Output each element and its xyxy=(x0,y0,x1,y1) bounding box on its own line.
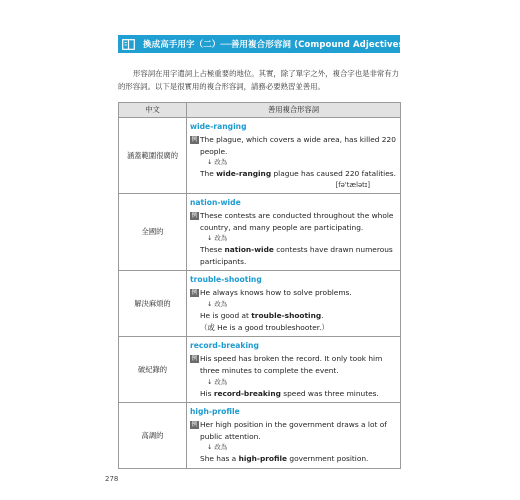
intro-text: 形容詞在用字遣詞上占極重要的地位。其實，除了單字之外，複合字也是非常有力的形容詞。以下是很實用的複合形容詞，請務必要熟習並善用。 xyxy=(118,69,400,91)
example-cell xyxy=(187,271,401,337)
term: nation-wide xyxy=(190,198,241,207)
example-cell xyxy=(187,118,401,194)
term: trouble-shooting xyxy=(190,275,262,285)
rewrite-sentence: His record-breaking speed was three minutes. xyxy=(200,388,379,398)
rewrite-arrow: ↓ 改為 xyxy=(207,234,228,243)
chinese-meaning: 涵蓋範圍很廣的 xyxy=(119,118,187,194)
example-sentence: The plague, which covers a wide area, has killed 220 people. xyxy=(200,135,396,156)
term: wide-ranging xyxy=(190,122,247,131)
example-line xyxy=(190,419,396,442)
example-cell xyxy=(187,337,401,403)
example-badge: 例 xyxy=(191,288,198,296)
example-badge: 例 xyxy=(191,354,198,362)
rewrite-sentence: The wide-ranging plague has caused 220 fatalities. xyxy=(200,169,396,179)
chinese-meaning: 破紀錄的 xyxy=(119,337,187,403)
table-row xyxy=(119,271,401,337)
phonetic: [fə'tælətɪ] xyxy=(335,180,370,189)
example-badge: 例 xyxy=(191,211,198,219)
table-row xyxy=(119,337,401,403)
book-icon xyxy=(122,38,135,50)
example-line xyxy=(190,353,396,376)
example-badge: 例 xyxy=(191,135,198,143)
table-row xyxy=(119,194,401,271)
term: record-breaking xyxy=(190,341,259,351)
rewrite-arrow: ↓ 改為 xyxy=(207,377,228,386)
rewrite-sentence: She has a high-profile government position. xyxy=(200,454,369,464)
example-sentence: He always knows how to solve problems. xyxy=(200,288,352,298)
chinese-meaning: 全國的 xyxy=(119,194,187,271)
table-row xyxy=(119,118,401,194)
section-banner xyxy=(118,35,408,53)
example-line xyxy=(190,134,396,157)
alternative-note: （或 He is a good troubleshooter.） xyxy=(200,322,329,332)
example-line xyxy=(190,287,396,299)
rewrite-arrow: ↓ 改為 xyxy=(207,158,228,167)
chinese-meaning: 解決麻煩的 xyxy=(119,271,187,337)
section-title: 換成高手用字（二）──善用複合形容詞 (Compound Adjectives) xyxy=(143,40,408,50)
rewrite-arrow: ↓ 改為 xyxy=(207,299,228,308)
compound-adjectives-table xyxy=(118,102,401,469)
header-chinese: 中文 xyxy=(119,103,187,118)
rewrite-sentence: He is good at trouble-shooting. xyxy=(200,310,324,320)
chinese-meaning: 高調的 xyxy=(119,403,187,469)
example-sentence: Her high position in the government draws a lot of public attention. xyxy=(200,420,387,441)
example-line xyxy=(190,210,396,233)
example-cell xyxy=(187,403,401,469)
table-header-row xyxy=(119,103,401,118)
intro-paragraph xyxy=(118,67,402,93)
term: high-profile xyxy=(190,407,240,417)
page-number: 278 xyxy=(105,475,119,483)
example-cell xyxy=(187,194,401,271)
example-sentence: These contests are conducted throughout the whole country, and many people are participating. xyxy=(200,211,394,232)
header-compound-adjective: 善用複合形容詞 xyxy=(187,103,401,118)
example-sentence: His speed has broken the record. It only took him three minutes to complete the event. xyxy=(200,354,383,375)
table-row xyxy=(119,403,401,469)
example-badge: 例 xyxy=(191,420,198,428)
rewrite-arrow: ↓ 改為 xyxy=(207,443,228,452)
rewrite-sentence: These nation-wide contests have drawn numerous participants. xyxy=(200,245,393,266)
